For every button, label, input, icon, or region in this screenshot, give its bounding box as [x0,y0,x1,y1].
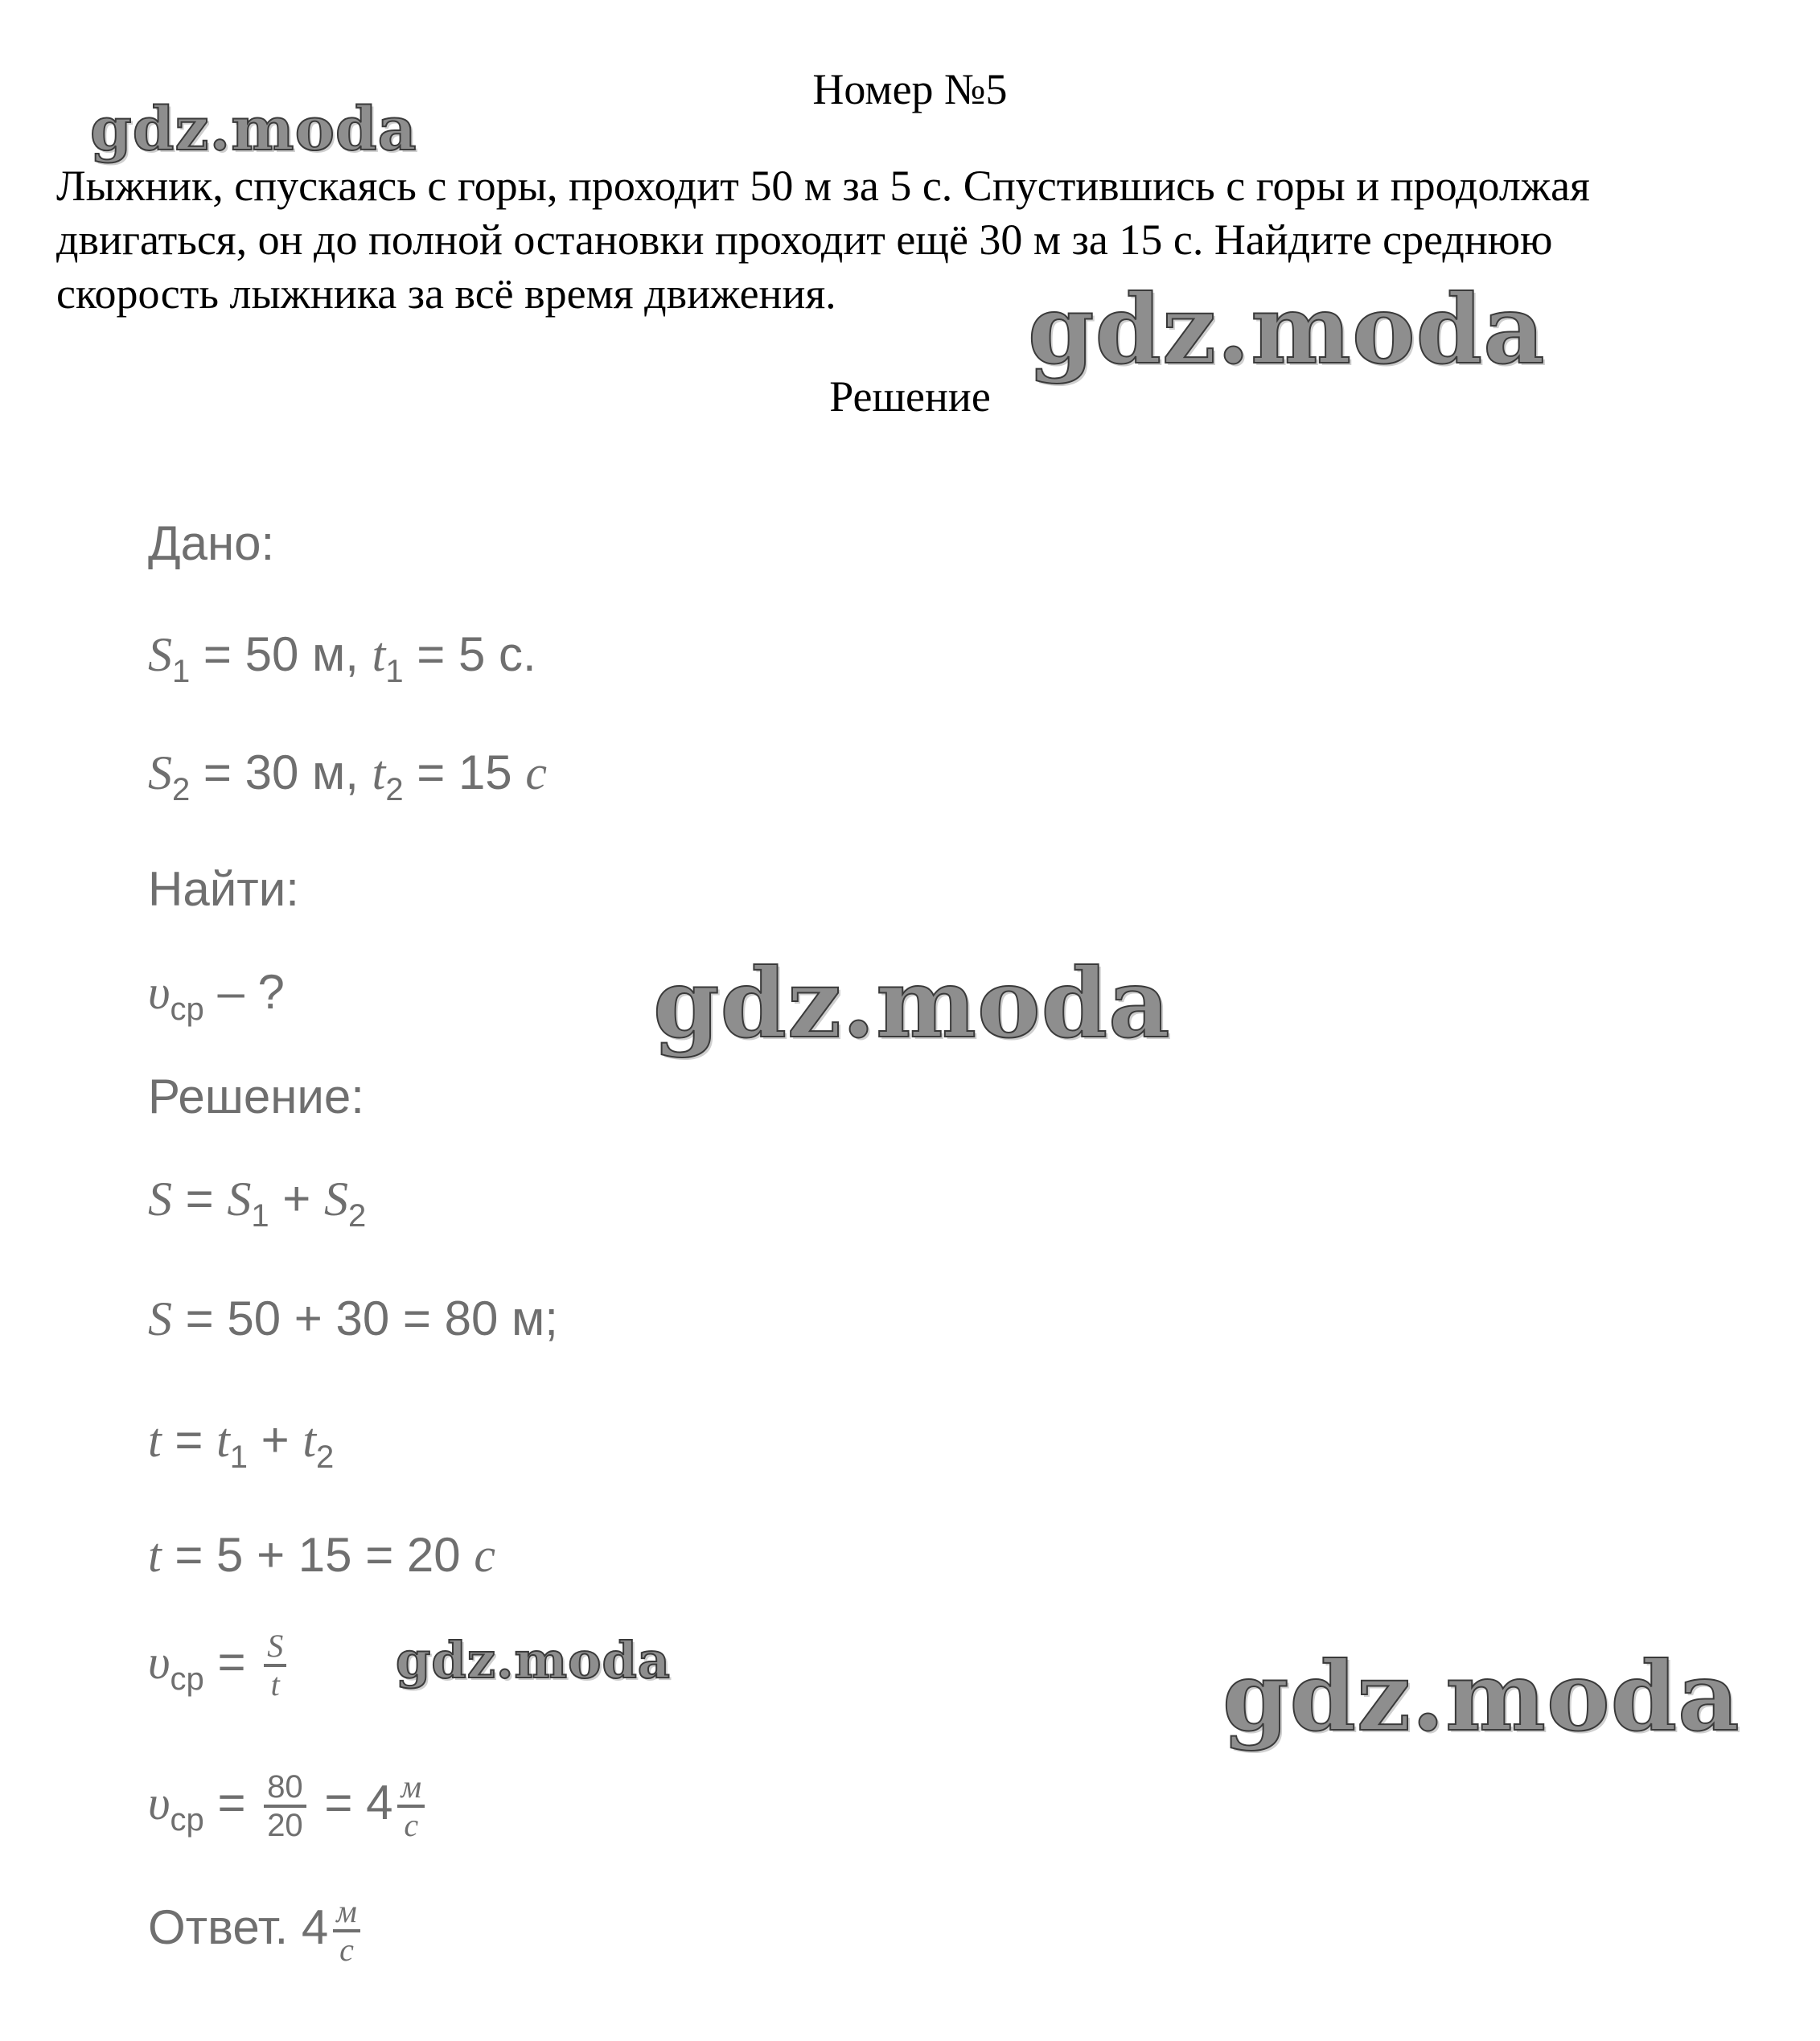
watermark-logo: gdz.moda [90,95,417,164]
fraction-s-over-t: $\frac{S}{t}$ [264,1628,286,1702]
fraction-80-over-20: $\frac{80}{20}$ [264,1769,306,1843]
given-line-1: $S_1 = 50$ м, $t_1 = 5$ с. [148,627,536,689]
given-line-2: $S_2 = 30$ м, $t_2 = 15$ с [148,745,547,807]
equation-6: $\upsilon_{ср}$ = $\frac{80}{20}$ = 4 $\frac{м}{с}$ [148,1769,429,1843]
equation-3: $t = t_1 + t_2$ [148,1413,335,1475]
problem-line-3: скорость лыжника за всё время движения. [56,269,836,318]
equation-4: t = 5 + 15 = 20 с [148,1528,495,1582]
find-line: $\upsilon_{ср}$ – ? [148,965,285,1027]
solution-heading: Решение [829,372,991,421]
problem-line-1: Лыжник, спускаясь с горы, проходит 50 м за 5 с. Спустившись с горы и продолжая [56,162,1590,210]
answer-unit-m-per-s: $\frac{м}{с}$ [333,1894,360,1968]
page-title: Номер №5 [812,65,1008,113]
watermark-logo: gdz.moda [1028,273,1546,385]
problem-line-2: двигаться, он до полной остановки проходит ещё 30 м за 15 с. Найдите среднюю [56,216,1553,264]
watermark-logo: gdz.moda [653,947,1171,1059]
solve-label: Решение: [148,1070,364,1123]
watermark-logo: gdz.moda [1222,1641,1740,1752]
watermark-logo: gdz.moda [396,1631,671,1690]
equation-1: $S = S_1 + S_2$ [148,1172,367,1234]
equation-2: S = 50 + 30 = 80 м; [148,1292,558,1345]
equation-5: $\upsilon_{ср}$ = $\frac{S}{t}$ [148,1628,291,1702]
answer-line: Ответ. 4 $\frac{м}{с}$ [148,1894,365,1968]
unit-m-per-s: $\frac{м}{с}$ [397,1769,425,1843]
find-label: Найти: [148,862,299,916]
given-label: Дано: [148,516,275,570]
